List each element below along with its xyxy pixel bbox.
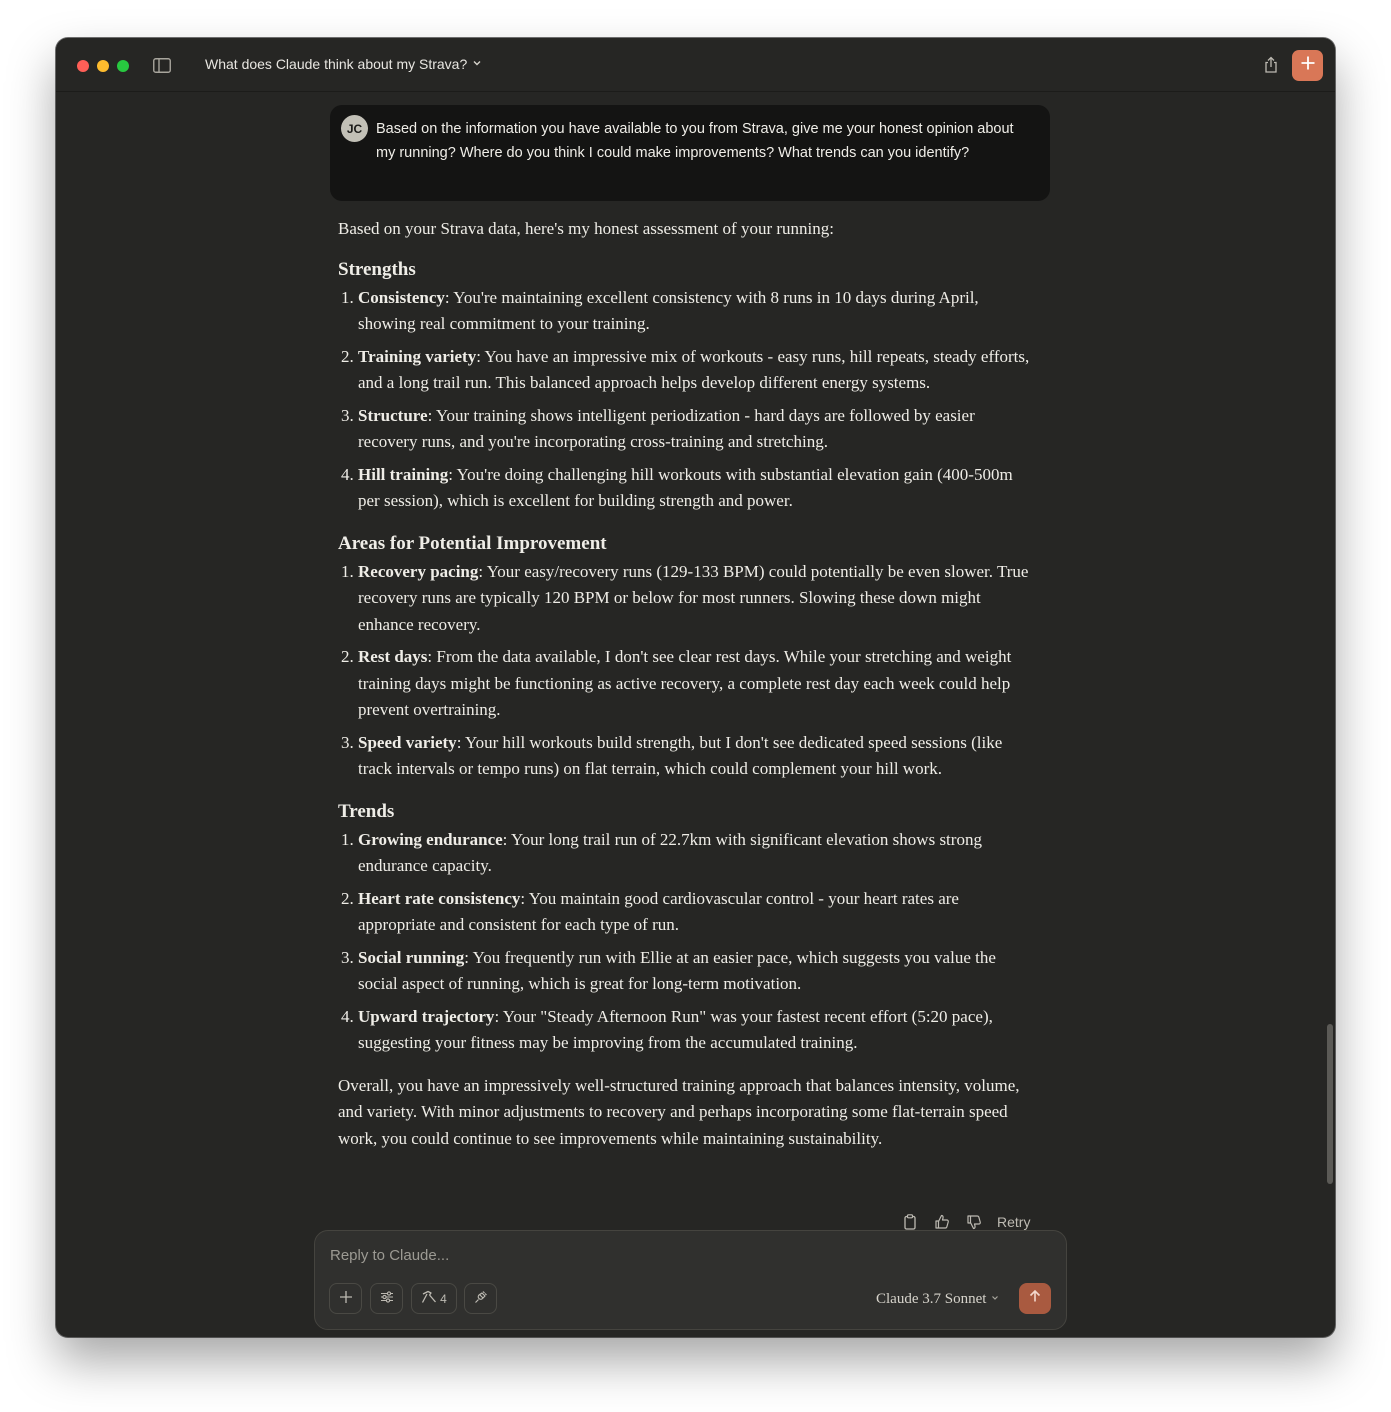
sidebar-toggle-icon[interactable] (153, 58, 171, 73)
improvements-list (338, 559, 1038, 783)
close-window-button[interactable] (77, 60, 89, 72)
list-item (358, 462, 1038, 515)
item-title: Growing endurance (358, 829, 503, 849)
response-intro: Based on your Strava data, here's my honest assessment of your running: (338, 219, 834, 238)
item-text: : From the data available, I don't see clear rest days. While your stretching and weight training days might be functioning as active recovery, a complete rest day each week could help prevent overtraining. (358, 647, 1012, 719)
conversation-title-dropdown[interactable] (205, 56, 483, 72)
item-title: Structure (358, 405, 428, 425)
settings-sliders-button[interactable] (370, 1283, 403, 1314)
scrollbar-thumb[interactable] (1327, 1024, 1333, 1184)
user-message-text: Based on the information you have available to you from Strava, give me your honest opinion about my running? Where do you think I could make improvements? What trends can you identify? (376, 121, 1014, 161)
item-text: : Your hill workouts build strength, but I don't see dedicated speed sessions (like track intervals or tempo runs) on flat terrain, which could complement your hill work. (358, 732, 1003, 778)
item-text: : Your "Steady Afternoon Run" was your fastest recent effort (5:20 pace), suggesting your fitness may be improving from the accumulated training. (358, 1006, 993, 1052)
list-item (358, 945, 1038, 998)
item-text: : You're doing challenging hill workouts with substantial elevation gain (400-500m per session), which is excellent for building strength and power. (358, 464, 1013, 510)
hammer-icon (421, 1290, 437, 1307)
item-text: : Your long trail run of 22.7km with significant elevation shows strong endurance capacity. (358, 829, 982, 875)
plus-icon (1300, 55, 1316, 76)
list-item (358, 730, 1038, 783)
integrations-button[interactable] (464, 1283, 497, 1314)
list-item (358, 559, 1038, 639)
item-title: Social running (358, 947, 465, 967)
section-heading-improvements: Areas for Potential Improvement (338, 532, 607, 554)
item-text: : Your easy/recovery runs (129-133 BPM) could potentially be even slower. True recovery runs are typically 120 BPM or below for most runners. Slowing these down might enhance recovery. (358, 561, 1029, 634)
strengths-list (338, 285, 1038, 515)
arrow-up-icon (1028, 1289, 1042, 1308)
chevron-down-icon (471, 56, 483, 72)
item-text: : Your training shows intelligent periodization - hard days are followed by easier recovery runs, and you're incorporating cross-training and stretching. (358, 405, 975, 451)
tools-button[interactable] (411, 1283, 457, 1314)
title-bar (56, 38, 1335, 92)
list-item (358, 285, 1038, 338)
assistant-response (338, 216, 1038, 1152)
item-text: : You have an impressive mix of workouts - easy runs, hill repeats, steady efforts, and a long trail run. This balanced approach helps develop different energy systems. (358, 346, 1030, 392)
send-button[interactable] (1019, 1283, 1051, 1314)
item-text: : You maintain good cardiovascular control - your heart rates are appropriate and consistent for each type of run. (358, 888, 959, 934)
section-heading-strengths: Strengths (338, 258, 416, 280)
sliders-icon (380, 1290, 394, 1307)
list-item (358, 644, 1038, 724)
item-title: Recovery pacing (358, 561, 479, 581)
message-actions (901, 1212, 1030, 1232)
item-title: Upward trajectory (358, 1006, 495, 1026)
list-item (358, 344, 1038, 397)
plug-icon (474, 1290, 488, 1307)
section-heading-trends: Trends (338, 800, 395, 822)
list-item (358, 827, 1038, 880)
item-title: Consistency (358, 287, 445, 307)
tools-count: 4 (440, 1291, 447, 1306)
model-label: Claude 3.7 Sonnet (876, 1291, 987, 1307)
model-selector[interactable] (876, 1291, 1000, 1308)
item-title: Hill training (358, 464, 449, 484)
user-message (330, 105, 1050, 201)
item-title: Training variety (358, 346, 477, 366)
avatar: JC (341, 115, 368, 142)
new-chat-button[interactable] (1292, 50, 1323, 81)
retry-button[interactable]: Retry (997, 1214, 1031, 1230)
app-window (56, 38, 1335, 1337)
item-text: : You're maintaining excellent consistency with 8 runs in 10 days during April, showing real commitment to your training. (358, 287, 979, 333)
copy-icon[interactable] (901, 1213, 919, 1231)
reply-input[interactable] (330, 1247, 830, 1264)
share-icon[interactable] (1263, 56, 1279, 74)
item-title: Speed variety (358, 732, 457, 752)
item-title: Heart rate consistency (358, 888, 521, 908)
chevron-down-icon (990, 1291, 1000, 1308)
list-item (358, 1004, 1038, 1057)
item-title: Rest days (358, 647, 428, 666)
minimize-window-button[interactable] (97, 60, 109, 72)
reply-composer (314, 1230, 1067, 1330)
thumbs-down-icon[interactable] (965, 1213, 983, 1231)
conversation-title: What does Claude think about my Strava? (205, 56, 468, 72)
maximize-window-button[interactable] (117, 60, 129, 72)
list-item (358, 886, 1038, 939)
response-conclusion: Overall, you have an impressively well-structured training approach that balances intensity, volume, and variety. With minor adjustments to recovery and perhaps incorporating some flat-terrain speed work, you could continue to see improvements while maintaining sustainability. (338, 1075, 1020, 1148)
list-item (358, 403, 1038, 456)
thumbs-up-icon[interactable] (933, 1213, 951, 1231)
item-text: : You frequently run with Ellie at an easier pace, which suggests you value the social aspect of running, which is great for long-term motivation. (358, 947, 996, 993)
plus-icon (339, 1290, 353, 1307)
trends-list (338, 827, 1038, 1057)
add-attachment-button[interactable] (329, 1283, 362, 1314)
